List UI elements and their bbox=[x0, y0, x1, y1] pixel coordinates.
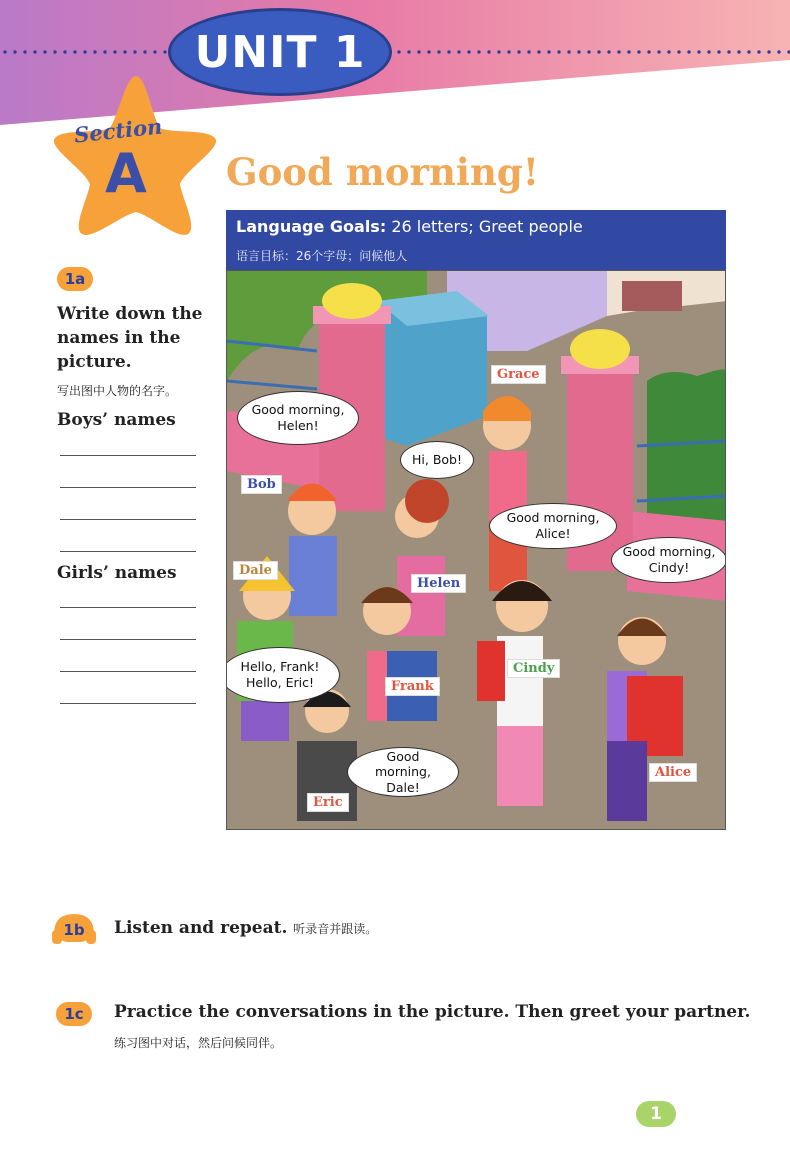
page-number: 1 bbox=[636, 1101, 676, 1127]
goals-text: 26 letters; Greet people bbox=[386, 217, 583, 236]
girls-answer-line[interactable] bbox=[60, 671, 196, 672]
section-letter: A bbox=[105, 142, 147, 205]
dotted-rule-right bbox=[394, 50, 790, 54]
task-badge-1c: 1c bbox=[56, 1002, 92, 1026]
task-1b-chinese: 听录音并跟读。 bbox=[293, 922, 378, 936]
name-tag-bob: Bob bbox=[241, 475, 282, 494]
name-tag-grace: Grace bbox=[491, 365, 546, 384]
task-1c-english: Practice the conversations in the picture. Then greet your partner. bbox=[114, 1002, 751, 1022]
task-1a-instruction: Write down the names in the picture. bbox=[57, 304, 203, 372]
task-1a-instruction-cn: 写出图中人物的名字。 bbox=[57, 384, 178, 398]
school-gate-illustration bbox=[226, 270, 726, 830]
name-tag-helen: Helen bbox=[411, 574, 466, 593]
girls-answer-line[interactable] bbox=[60, 607, 196, 608]
speech-bubble: Good morning, Alice! bbox=[489, 503, 617, 549]
speech-bubble: Hi, Bob! bbox=[400, 441, 474, 479]
goals-english bbox=[236, 217, 583, 236]
goals-label: Language Goals: bbox=[236, 217, 387, 236]
speech-bubble: Hello, Frank! Hello, Eric! bbox=[226, 647, 340, 703]
girls-answer-line[interactable] bbox=[60, 639, 196, 640]
name-tag-frank: Frank bbox=[385, 677, 440, 696]
boys-answer-line[interactable] bbox=[60, 551, 196, 552]
dotted-rule-left bbox=[0, 50, 168, 54]
goals-chinese: 语言目标：26个字母；问候他人 bbox=[236, 249, 408, 263]
page-title: Good morning! bbox=[226, 150, 540, 194]
boys-names-heading: Boys’ names bbox=[57, 410, 176, 430]
girls-answer-line[interactable] bbox=[60, 703, 196, 704]
name-tag-alice: Alice bbox=[649, 763, 697, 782]
name-tag-dale: Dale bbox=[233, 561, 278, 580]
task-badge-1a: 1a bbox=[57, 267, 93, 291]
task-1b-text bbox=[114, 918, 377, 938]
task-1b-english: Listen and repeat. bbox=[114, 918, 288, 938]
name-tag-eric: Eric bbox=[307, 793, 349, 812]
task-1c-chinese: 练习图中对话，然后问候同伴。 bbox=[114, 1036, 283, 1050]
section-word: Section bbox=[72, 113, 164, 148]
language-goals-banner bbox=[226, 210, 726, 270]
name-tag-cindy: Cindy bbox=[507, 659, 560, 678]
speech-bubble: Good morning, Helen! bbox=[237, 391, 359, 445]
task-badge-1b: 1b bbox=[56, 918, 92, 942]
boys-answer-line[interactable] bbox=[60, 519, 196, 520]
speech-bubble: Good morning, Cindy! bbox=[611, 537, 726, 583]
speech-bubble: Good morning, Dale! bbox=[347, 747, 459, 797]
boys-answer-line[interactable] bbox=[60, 487, 196, 488]
unit-label: UNIT 1 bbox=[194, 26, 366, 78]
girls-names-heading: Girls’ names bbox=[57, 563, 177, 583]
boys-answer-line[interactable] bbox=[60, 455, 196, 456]
